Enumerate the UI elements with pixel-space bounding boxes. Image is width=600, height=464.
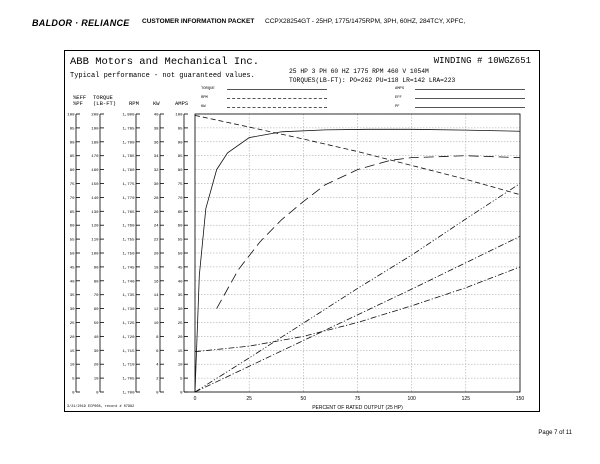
axis-tick-label: 10	[153, 322, 159, 326]
axis-header-kw: KW	[153, 100, 160, 107]
axis-tick-label: 1,765	[122, 210, 135, 215]
disclaimer: Typical performance - not guaranteed values.	[70, 72, 255, 80]
axis-tick-label: 200	[91, 113, 99, 118]
axis-tick-label: 36	[153, 141, 159, 146]
axis-tick-label: 25	[177, 322, 183, 326]
axis-tick-label: 28	[153, 196, 159, 201]
x-tick-label: 0	[193, 396, 197, 402]
axis-tick-label: 50	[177, 252, 183, 257]
axis-tick-label: 1,795	[122, 127, 135, 132]
axis-tick-label: 55	[177, 238, 183, 243]
axis-tick-label: 110	[91, 238, 99, 243]
axis-tick-label: 80	[177, 169, 183, 174]
footnote: 3/21/2019 ECP008, record # 07982	[67, 405, 135, 409]
axis-tick-label: 0	[156, 391, 159, 396]
axis-tick-label: 50	[69, 252, 75, 257]
axis-tick-label: 60	[177, 224, 183, 229]
spec-line-1: 25 HP 3 PH 60 HZ 1775 RPM 460 V 1054M	[289, 68, 429, 75]
axis-tick-label: 4	[156, 363, 159, 368]
axis-tick-label: 90	[177, 141, 183, 146]
axis-tick-label: 80	[93, 280, 99, 285]
axis-tick-label: 1,760	[122, 224, 135, 229]
axis-tick-label: 85	[177, 155, 183, 160]
axis-tick-label: 1,700	[122, 391, 135, 396]
axis-tick-label: 30	[93, 349, 99, 354]
axis-tick-label: 5	[72, 377, 75, 382]
legend-torque-label: TORQUE	[201, 87, 215, 91]
axis-header-torque: TORQUE (LB-FT)	[93, 94, 117, 107]
axis-tick-label: 6	[156, 349, 159, 354]
axis-tick-label: 120	[91, 224, 99, 229]
axis-tick-label: 25	[69, 322, 75, 326]
axis-tick-label: 40	[153, 113, 159, 118]
axis-tick-label: 90	[69, 141, 75, 146]
axis-tick-label: 85	[69, 155, 75, 160]
axis-tick-label: 35	[69, 294, 75, 299]
axis-tick-label: 0	[96, 391, 99, 396]
axis-tick-label: 1,800	[122, 113, 135, 118]
axis-tick-label: 50	[93, 322, 99, 326]
x-axis-title: PERCENT OF RATED OUTPUT (25 HP)	[312, 405, 403, 411]
axis-tick-label: 160	[91, 169, 99, 174]
axis-tick-label: 10	[93, 377, 99, 382]
axis-tick-label: 1,720	[122, 335, 135, 340]
axis-tick-label: 34	[153, 155, 159, 160]
axis-tick-label: 1,710	[122, 363, 135, 368]
axis-tick-label: 14	[153, 294, 159, 299]
axis-tick-label: 60	[93, 308, 99, 313]
axis-tick-label: 1,790	[122, 141, 135, 146]
axis-tick-label: 0	[72, 391, 75, 396]
axis-tick-label: 1,780	[122, 169, 135, 174]
axis-tick-label: 35	[177, 294, 183, 299]
axis-tick-label: 140	[91, 196, 99, 201]
axis-tick-label: 70	[93, 294, 99, 299]
axis-tick-label: 45	[177, 266, 183, 271]
axis-tick-label: 65	[177, 210, 183, 215]
axis-tick-label: 20	[69, 335, 75, 340]
axis-tick-label: 1,785	[122, 155, 135, 160]
axis-tick-label: 1,770	[122, 196, 135, 201]
axis-tick-label: 12	[153, 308, 159, 313]
brand-logo: BALDOR · RELIANCE	[32, 18, 130, 28]
axis-tick-label: 40	[93, 335, 99, 340]
axis-tick-label: 38	[153, 127, 159, 132]
x-tick-label: 75	[354, 396, 361, 402]
axis-tick-label: 65	[69, 210, 75, 215]
axis-tick-label: 55	[69, 238, 75, 243]
axis-tick-label: 1,735	[122, 294, 135, 299]
axis-tick-label: 20	[93, 363, 99, 368]
axis-tick-label: 20	[153, 252, 159, 257]
axis-tick-label: 30	[177, 308, 183, 313]
axis-tick-label: 95	[69, 127, 75, 132]
page-number: Page 7 of 11	[538, 430, 572, 436]
spec-line-2: TORQUES(LB-FT): PO=262 PU=118 LR=142 LRA=223	[289, 77, 456, 84]
axis-tick-label: 30	[69, 308, 75, 313]
x-tick-label: 150	[515, 396, 525, 402]
axis-tick-label: 10	[177, 363, 183, 368]
axis-tick-label: 180	[91, 141, 99, 146]
x-tick-label: 125	[461, 396, 471, 402]
axis-tick-label: 60	[69, 224, 75, 229]
axis-tick-label: 0	[180, 391, 183, 396]
series-torque-line	[195, 236, 520, 392]
axis-tick-label: 170	[91, 155, 99, 160]
axis-tick-label: 1,730	[122, 308, 135, 313]
axis-tick-label: 26	[153, 210, 159, 215]
axis-tick-label: 75	[69, 183, 75, 187]
axis-tick-label: 30	[153, 183, 159, 187]
x-tick-label: 50	[300, 396, 307, 402]
axis-tick-label: 75	[177, 183, 183, 187]
axis-tick-label: 22	[153, 238, 159, 243]
axis-tick-label: 8	[156, 335, 159, 340]
axis-tick-label: 100	[175, 113, 183, 118]
axis-header-amps: AMPS	[175, 100, 189, 107]
axis-tick-label: 16	[153, 280, 159, 285]
axis-tick-label: 95	[177, 127, 183, 132]
axis-tick-label: 40	[69, 280, 75, 285]
axis-tick-label: 1,755	[122, 238, 135, 243]
axis-tick-label: 100	[91, 252, 99, 257]
axis-tick-label: 1,715	[122, 349, 135, 354]
packet-title: CUSTOMER INFORMATION PACKET	[142, 18, 255, 25]
axis-tick-label: 20	[177, 335, 183, 340]
axis-tick-label: 18	[153, 266, 159, 271]
legend-pf-label: PF	[395, 105, 400, 109]
series-pf-line	[217, 156, 520, 309]
axis-tick-label: 1,705	[122, 377, 135, 382]
axis-tick-label: 80	[69, 169, 75, 174]
company-name: ABB Motors and Mechanical Inc.	[70, 56, 260, 68]
axis-tick-label: 45	[69, 266, 75, 271]
axis-tick-label: 40	[177, 280, 183, 285]
axis-tick-label: 150	[91, 183, 99, 187]
axis-tick-label: 1,740	[122, 280, 135, 285]
model-description: CCPX28254GT - 25HP, 1775/1475RPM, 3PH, 60HZ, 284TCY, XPFC,	[265, 18, 466, 25]
axis-tick-label: 70	[69, 196, 75, 201]
legend-eff-label: EFF	[395, 96, 402, 100]
axis-tick-label: 130	[91, 210, 99, 215]
x-tick-label: 100	[407, 396, 416, 402]
axis-tick-label: 2	[156, 377, 159, 382]
axis-tick-label: 24	[153, 224, 159, 229]
axis-tick-label: 90	[93, 266, 99, 271]
legend-rpm-label: RPM	[201, 96, 208, 100]
axis-tick-label: 5	[180, 377, 183, 382]
axis-tick-label: 1,745	[122, 266, 135, 271]
axis-tick-label: 70	[177, 196, 183, 201]
winding-number: WINDING # 10WGZ651	[433, 56, 531, 66]
axis-tick-label: 32	[153, 169, 159, 174]
axis-tick-label: 1,775	[122, 183, 135, 187]
axis-tick-label: 190	[91, 127, 99, 132]
x-tick-label: 25	[246, 396, 252, 402]
axis-header-rpm: RPM	[129, 100, 139, 107]
legend-amps-label: AMPS	[395, 87, 405, 91]
axis-tick-label: 1,750	[122, 252, 135, 257]
axis-tick-label: 1,725	[122, 322, 135, 326]
axis-tick-label: 15	[69, 349, 75, 354]
axis-header-eff: %EFF %PF	[73, 94, 87, 107]
axis-tick-label: 100	[67, 113, 75, 118]
legend-kw-label: KW	[201, 105, 206, 109]
axis-tick-label: 15	[177, 349, 183, 354]
axis-tick-label: 10	[69, 363, 75, 368]
